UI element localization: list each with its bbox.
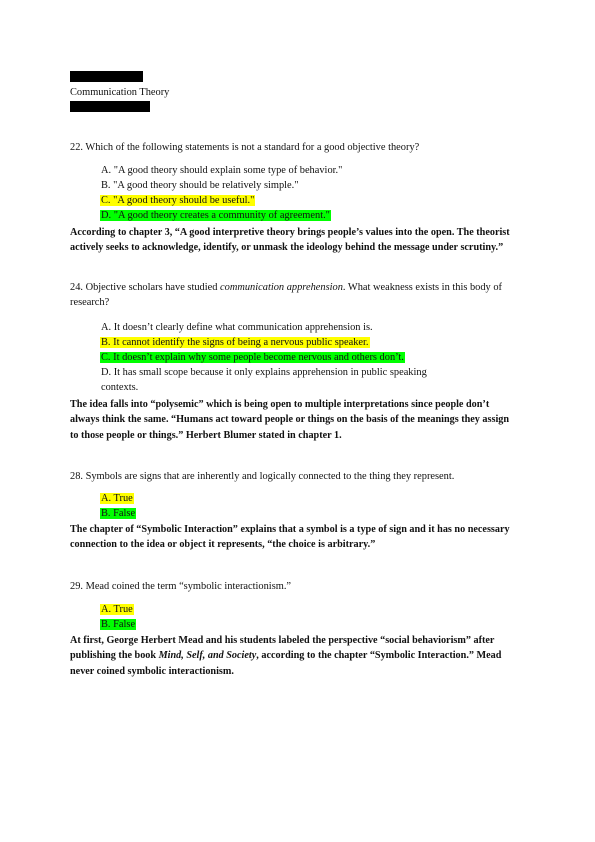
question-22: 22. Which of the following statements is not a standard for a good objective theory? <box>70 142 420 153</box>
q29-explanation: At first, George Herbert Mead and his students labeled the perspective “social behaviorism” after publishing the book Mind, Self, and Society, according to the chapter “Symbolic Interaction.” Mead never coined symbolic interactionism. <box>70 635 502 677</box>
q29-option-b: B. False <box>101 619 136 630</box>
redacted-info-block <box>70 101 150 112</box>
q22-explanation: According to chapter 3, “A good interpretive theory brings people’s values into the open. The theorist actively seeks to acknowledge, identify, or unmask the ideology behind the message under scrutiny.” <box>70 227 510 254</box>
q24-option-d: D. It has small scope because it only explains apprehension in public speaking <box>101 367 427 378</box>
q22-option-a: A. "A good theory should explain some type of behavior." <box>101 165 343 176</box>
q24-option-b: B. It cannot identify the signs of being a nervous public speaker. <box>101 337 369 348</box>
redacted-name-block <box>70 71 143 82</box>
q28-explanation: The chapter of “Symbolic Interaction” explains that a symbol is a type of sign and it has no necessary connection to the idea or object it represents, “the choice is arbitrary.” <box>70 524 510 551</box>
q24-option-a: A. It doesn’t clearly define what communication apprehension is. <box>101 322 373 333</box>
question-28: 28. Symbols are signs that are inherently and logically connected to the thing they represent. <box>70 471 455 482</box>
question-24: 24. Objective scholars have studied communication apprehension. What weakness exists in this body of research? <box>70 282 503 309</box>
q22-option-b: B. "A good theory should be relatively simple." <box>101 180 299 191</box>
q22-option-d: D. "A good theory creates a community of agreement." <box>101 210 330 221</box>
q24-option-c: C. It doesn’t explain why some people become nervous and others don’t. <box>101 352 404 363</box>
q29-option-a: A. True <box>101 604 133 615</box>
q24-explanation: The idea falls into “polysemic” which is being open to multiple interpretations since people don’t always think the same. “Humans act toward people or things on the basis of the meanings they assign to those people or things.” Herbert Blumer stated in chapter 1. <box>70 399 510 441</box>
q22-option-c: C. "A good theory should be useful." <box>101 195 255 206</box>
course-title: Communication Theory <box>70 87 170 98</box>
question-29: 29. Mead coined the term “symbolic interactionism.” <box>70 581 292 592</box>
q24-option-d-continued: contexts. <box>101 382 139 393</box>
q28-option-a: A. True <box>101 493 133 504</box>
q28-option-b: B. False <box>101 508 136 519</box>
